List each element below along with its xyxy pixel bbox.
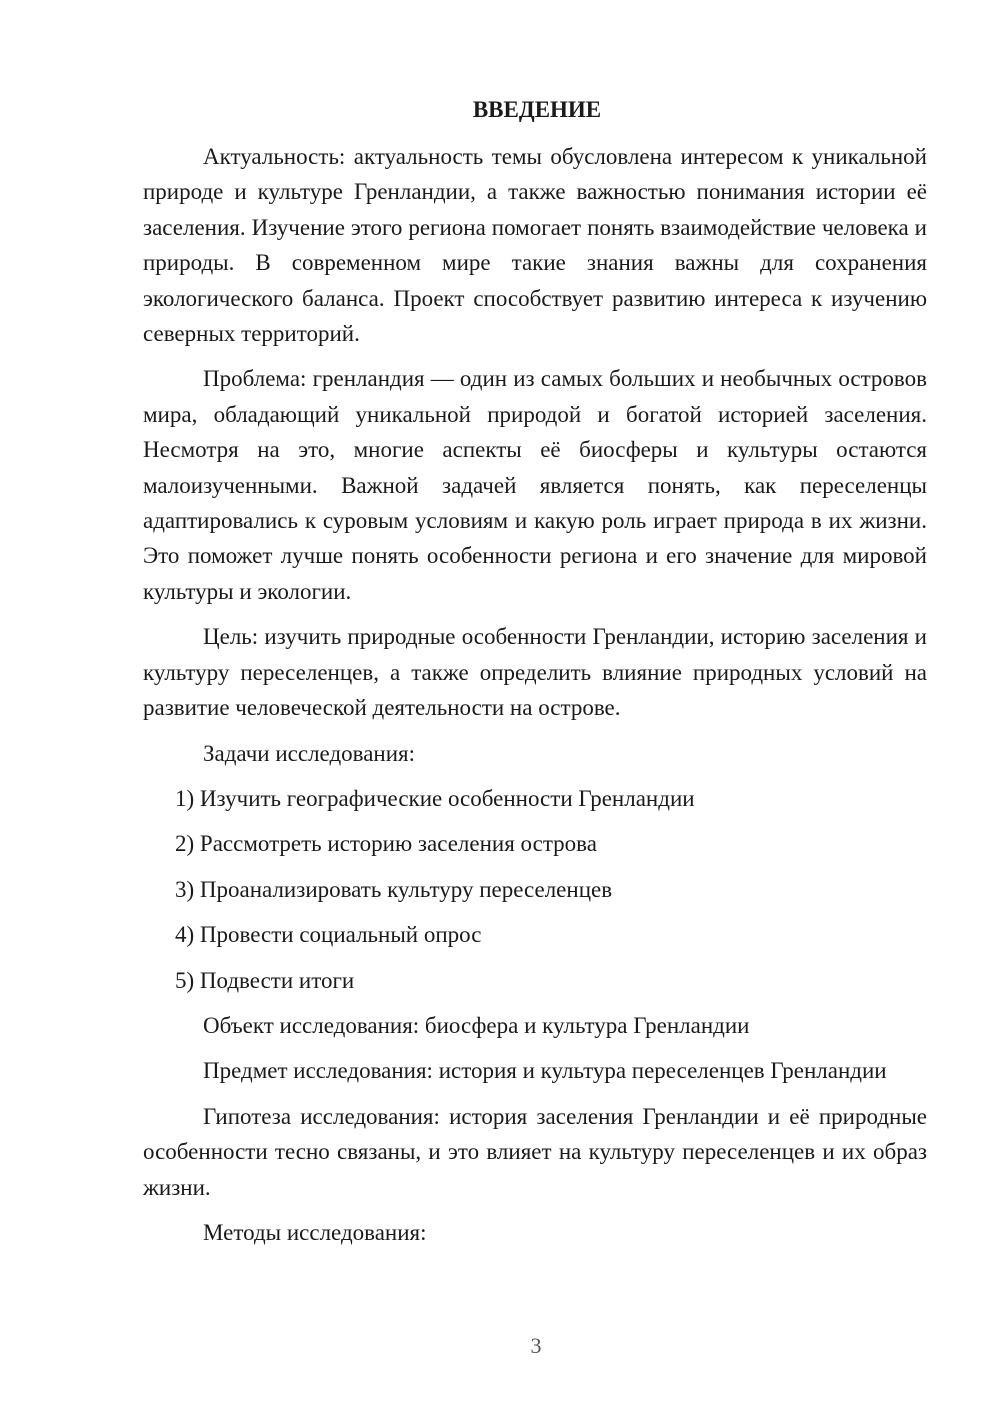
tasks-list xyxy=(143,781,927,998)
task-item: 2) Рассмотреть историю заселения острова xyxy=(175,831,597,857)
relevance-paragraph: Актуальность: актуальность темы обусловлена интересом к уникальной природе и культуре Гренландии, а также важностью понимания истории её заселения. Изучение этого региона помогает понять взаимодействие человека и природы. В современном мире такие знания важны для сохранения экологического баланса. Проект способствует развитию интереса к изучению северных территорий. xyxy=(143,144,927,347)
tasks-title: Задачи исследования: xyxy=(203,740,416,766)
goal-paragraph: Цель: изучить природные особенности Гренландии, историю заселения и культуру переселенцев, а также определить влияние природных условий на развитие человеческой деятельности на острове. xyxy=(143,624,927,721)
subject-paragraph: Предмет исследования: история и культура переселенцев Гренландии xyxy=(203,1058,887,1084)
problem-paragraph: Проблема: гренландия — один из самых больших и необычных островов мира, обладающий уникальной природой и богатой историей заселения. Несмотря на это, многие аспекты её биосферы и культуры остаются малоизученными. Важной задачей является понять, как переселенцы адаптировались к суровым условиям и какую роль играет природа в их жизни. Это поможет лучше понять особенности региона и его значение для мировой культуры и экологии. xyxy=(143,366,927,604)
task-item: 3) Проанализировать культуру переселенцев xyxy=(175,876,613,902)
task-item: 5) Подвести итоги xyxy=(175,967,355,993)
methods-paragraph: Методы исследования: xyxy=(203,1219,427,1245)
page-body xyxy=(143,92,927,1260)
object-paragraph: Объект исследования: биосфера и культура Гренландии xyxy=(203,1012,750,1038)
hypothesis-paragraph: Гипотеза исследования: история заселения Гренландии и её природные особенности тесно связаны, и это влияет на культуру переселенцев и их образ жизни. xyxy=(143,1103,927,1200)
section-heading: ВВЕДЕНИЕ xyxy=(472,97,602,122)
page-number: 3 xyxy=(530,1333,542,1358)
task-item: 4) Провести социальный опрос xyxy=(175,922,482,948)
task-item: 1) Изучить географические особенности Гренландии xyxy=(175,785,695,811)
